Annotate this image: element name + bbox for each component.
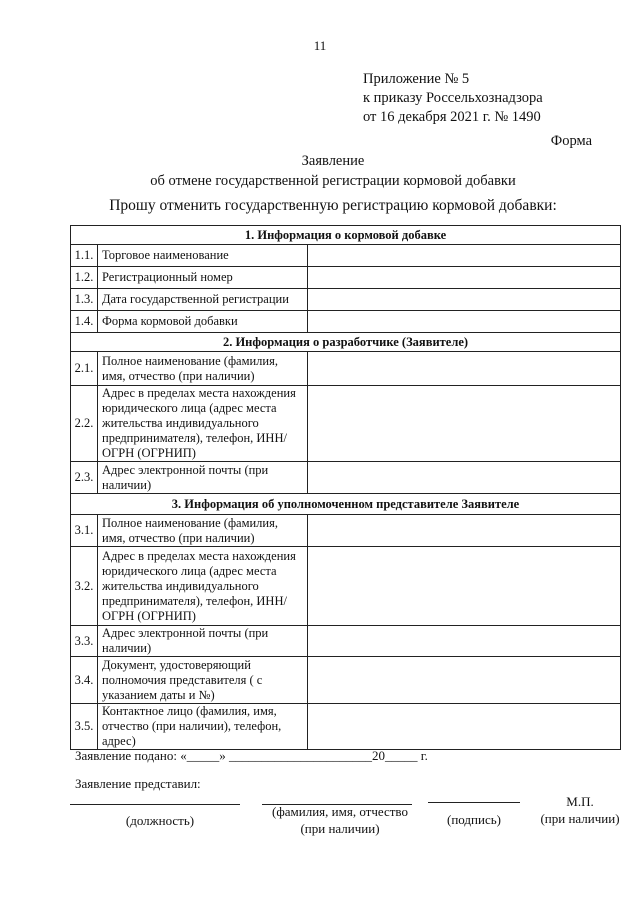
row-label: Адрес электронной почты (при наличии)	[98, 626, 308, 657]
row-number: 3.1.	[71, 515, 98, 547]
table-row	[71, 352, 621, 386]
form-label: Форма	[550, 133, 592, 149]
title-line-2: об отмене государственной регистрации кормовой добавки	[150, 173, 516, 189]
value-cell[interactable]	[308, 267, 621, 289]
section-title: 3. Информация об уполномоченном представителе Заявителе	[71, 494, 621, 515]
value-cell[interactable]	[308, 462, 621, 494]
value-cell[interactable]	[308, 515, 621, 547]
row-label: Контактное лицо (фамилия, имя, отчество (при наличии), телефон, адрес)	[98, 704, 308, 750]
position-signature-line	[70, 804, 240, 805]
table-row	[71, 626, 621, 657]
row-number: 2.1.	[71, 352, 98, 386]
stamp-caption-line-2: (при наличии)	[540, 811, 620, 826]
row-label: Дата государственной регистрации	[98, 289, 308, 311]
value-cell[interactable]	[308, 704, 621, 750]
row-number: 3.3.	[71, 626, 98, 657]
table-row	[71, 657, 621, 704]
row-number: 3.5.	[71, 704, 98, 750]
submission-date-line: Заявление подано: «_____» ______________________20_____ г.	[75, 748, 428, 763]
document-title	[0, 151, 640, 191]
stamp-caption	[530, 793, 630, 827]
name-caption-line-2: (при наличии)	[300, 821, 380, 836]
row-label: Полное наименование (фамилия, имя, отчество (при наличии)	[98, 515, 308, 547]
appendix-line-1: Приложение № 5	[363, 71, 470, 87]
value-cell[interactable]	[308, 311, 621, 333]
value-cell[interactable]	[308, 386, 621, 462]
section-header	[71, 226, 621, 245]
table-row	[71, 704, 621, 750]
value-cell[interactable]	[308, 352, 621, 386]
row-number: 3.2.	[71, 547, 98, 626]
row-label: Полное наименование (фамилия, имя, отчество (при наличии)	[98, 352, 308, 386]
value-cell[interactable]	[308, 245, 621, 267]
row-number: 1.3.	[71, 289, 98, 311]
row-label: Форма кормовой добавки	[98, 311, 308, 333]
application-form-table	[70, 225, 621, 750]
page-number: 11	[313, 38, 327, 53]
title-line-1: Заявление	[301, 153, 365, 169]
value-cell[interactable]	[308, 547, 621, 626]
table-row	[71, 245, 621, 267]
section-header	[71, 333, 621, 352]
row-label: Торговое наименование	[98, 245, 308, 267]
position-caption: (должность)	[125, 813, 195, 828]
section-header	[71, 494, 621, 515]
presented-by-label: Заявление представил:	[75, 776, 201, 791]
row-number: 1.4.	[71, 311, 98, 333]
appendix-line-3: от 16 декабря 2021 г. № 1490	[363, 109, 541, 125]
table-row	[71, 267, 621, 289]
value-cell[interactable]	[308, 626, 621, 657]
row-label: Адрес в пределах места нахождения юридического лица (адрес места жительства индивидуального предпринимателя), телефон, ИНН/ОГРН (ОГРНИП)	[98, 547, 308, 626]
name-caption	[255, 803, 425, 837]
value-cell[interactable]	[308, 289, 621, 311]
table-row	[71, 547, 621, 626]
appendix-header	[363, 70, 543, 127]
row-number: 3.4.	[71, 657, 98, 704]
table-row	[71, 289, 621, 311]
table-row	[71, 462, 621, 494]
table-row	[71, 386, 621, 462]
row-label: Адрес в пределах места нахождения юридического лица (адрес места жительства индивидуального предпринимателя), телефон, ИНН/ОГРН (ОГРНИП)	[98, 386, 308, 462]
row-label: Адрес электронной почты (при наличии)	[98, 462, 308, 494]
row-label: Регистрационный номер	[98, 267, 308, 289]
table-row	[71, 515, 621, 547]
appendix-line-2: к приказу Россельхознадзора	[363, 90, 543, 106]
row-number: 2.2.	[71, 386, 98, 462]
signature-caption: (подпись)	[447, 812, 501, 827]
row-number: 2.3.	[71, 462, 98, 494]
row-number: 1.2.	[71, 267, 98, 289]
section-title: 1. Информация о кормовой добавке	[71, 226, 621, 245]
row-number: 1.1.	[71, 245, 98, 267]
row-label: Документ, удостоверяющий полномочия представителя ( с указанием даты и №)	[98, 657, 308, 704]
name-caption-line-1: (фамилия, имя, отчество	[272, 804, 408, 819]
section-title: 2. Информация о разработчике (Заявителе)	[71, 333, 621, 352]
stamp-caption-line-1: М.П.	[566, 794, 594, 809]
table-row	[71, 311, 621, 333]
value-cell[interactable]	[308, 657, 621, 704]
request-text: Прошу отменить государственную регистрацию кормовой добавки:	[109, 197, 557, 214]
sign-signature-line	[428, 802, 520, 803]
